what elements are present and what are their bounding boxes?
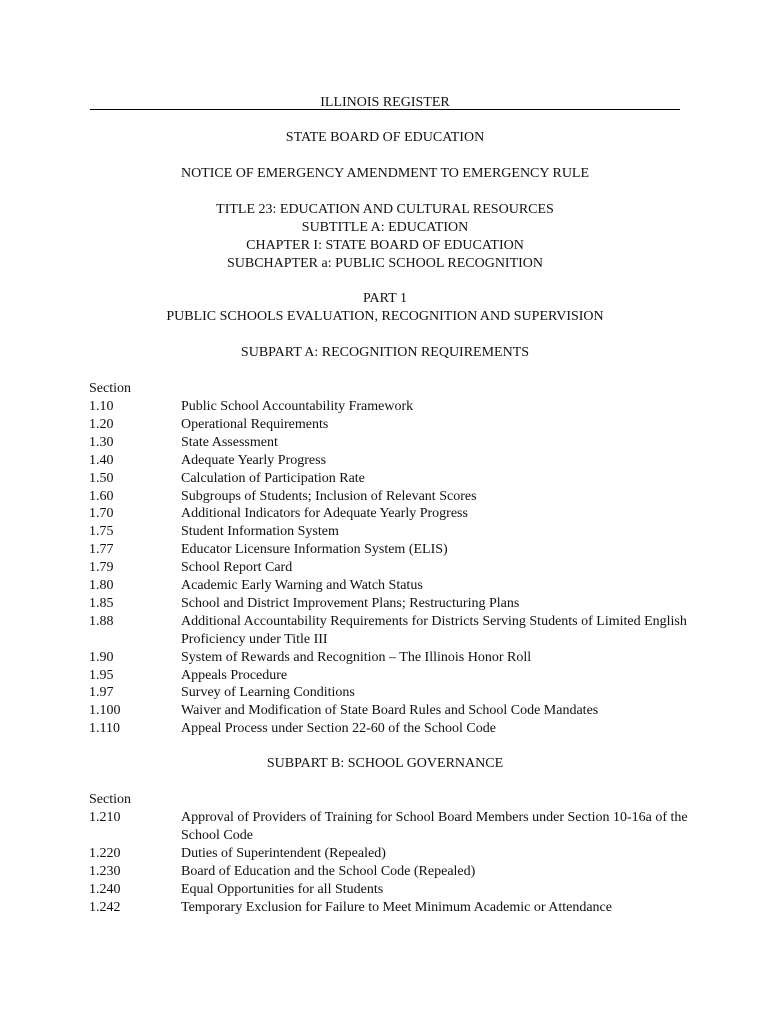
- section-number: 1.95: [89, 667, 114, 683]
- section-number: 1.85: [89, 595, 114, 611]
- section-title: School Report Card: [181, 560, 293, 576]
- section-number: 1.50: [89, 470, 114, 486]
- section-title: Approval of Providers of Training for School Board Members under Section 10-16a of the School Code: [181, 810, 688, 843]
- section-title: Educator Licensure Information System (ELIS): [181, 542, 448, 558]
- section-number: 1.110: [89, 721, 120, 737]
- section-title: Academic Early Warning and Watch Status: [181, 578, 423, 593]
- part-number: PART 1: [363, 291, 407, 306]
- title-line: TITLE 23: EDUCATION AND CULTURAL RESOURCES: [216, 202, 554, 217]
- section-title: Calculation of Participation Rate: [181, 470, 365, 486]
- subpart-b-section-label: Section: [89, 792, 131, 807]
- section-title: Student Information System: [181, 524, 339, 540]
- section-number: 1.210: [89, 810, 121, 825]
- chapter-line: CHAPTER I: STATE BOARD OF EDUCATION: [246, 238, 524, 253]
- subtitle-line: SUBTITLE A: EDUCATION: [301, 220, 469, 235]
- section-number: 1.75: [89, 524, 114, 540]
- subpart-a-section-label: Section: [89, 381, 131, 396]
- section-number: 1.20: [89, 416, 114, 432]
- section-title: Adequate Yearly Progress: [181, 452, 327, 468]
- section-title: Subgroups of Students; Inclusion of Relevant Scores: [181, 488, 477, 504]
- section-number: 1.77: [89, 542, 114, 558]
- subpart-b-heading: SUBPART B: SCHOOL GOVERNANCE: [266, 756, 504, 771]
- section-number: 1.70: [89, 506, 114, 522]
- section-title: Temporary Exclusion for Failure to Meet Minimum Academic or Attendance: [181, 899, 612, 915]
- register-title: ILLINOIS REGISTER: [320, 95, 450, 110]
- section-title: Additional Indicators for Adequate Yearly Progress: [181, 506, 468, 522]
- section-number: 1.90: [89, 649, 114, 665]
- section-title: Appeal Process under Section 22-60 of the School Code: [181, 721, 496, 737]
- section-number: 1.30: [89, 434, 114, 450]
- section-number: 1.240: [89, 881, 121, 897]
- section-title: System of Rewards and Recognition – The Illinois Honor Roll: [181, 649, 532, 665]
- section-title: Duties of Superintendent (Repealed): [181, 845, 386, 861]
- section-number: 1.60: [89, 488, 114, 504]
- section-number: 1.10: [89, 399, 114, 414]
- section-title: Public School Accountability Framework: [181, 399, 414, 414]
- section-number: 1.40: [89, 452, 114, 468]
- section-number: 1.100: [89, 703, 121, 719]
- section-title: Additional Accountability Requirements for Districts Serving Students of Limited English Proficiency under Title III: [181, 613, 687, 647]
- section-number: 1.220: [89, 845, 121, 861]
- section-title: Survey of Learning Conditions: [181, 685, 355, 701]
- section-title: State Assessment: [181, 434, 278, 450]
- section-title: School and District Improvement Plans; Restructuring Plans: [181, 595, 520, 611]
- subpart-a-heading: SUBPART A: RECOGNITION REQUIREMENTS: [240, 345, 530, 360]
- section-number: 1.230: [89, 863, 121, 879]
- section-number: 1.88: [89, 613, 114, 629]
- part-name: PUBLIC SCHOOLS EVALUATION, RECOGNITION AND SUPERVISION: [166, 309, 604, 324]
- agency-name: STATE BOARD OF EDUCATION: [285, 130, 485, 145]
- section-title: Operational Requirements: [181, 416, 329, 432]
- header-rule: [90, 109, 680, 110]
- subchapter-line: SUBCHAPTER a: PUBLIC SCHOOL RECOGNITION: [226, 256, 544, 271]
- section-title: Waiver and Modification of State Board Rules and School Code Mandates: [181, 703, 599, 719]
- notice-heading: NOTICE OF EMERGENCY AMENDMENT TO EMERGENCY RULE: [180, 166, 590, 181]
- section-title: Appeals Procedure: [181, 667, 288, 683]
- section-number: 1.242: [89, 899, 121, 915]
- section-number: 1.97: [89, 685, 114, 701]
- section-number: 1.80: [89, 578, 114, 593]
- section-title: Equal Opportunities for all Students: [181, 881, 384, 897]
- section-number: 1.79: [89, 560, 114, 576]
- section-title: Board of Education and the School Code (Repealed): [181, 863, 476, 879]
